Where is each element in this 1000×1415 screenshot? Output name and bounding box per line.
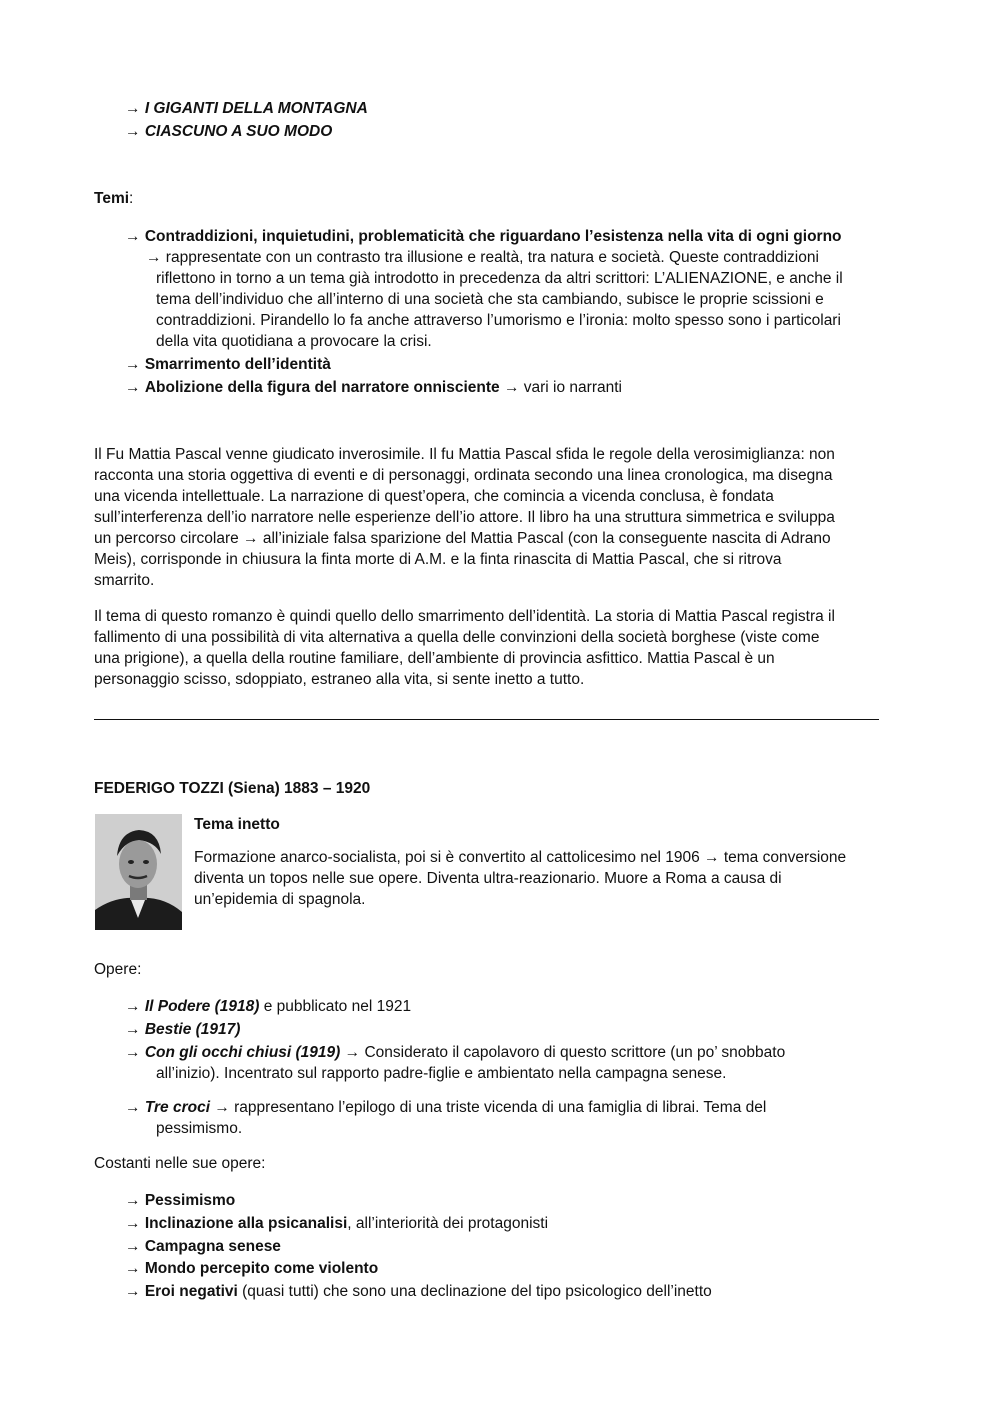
costante-rest: (quasi tutti) che sono una declinazione del tipo psicologico dell’inetto xyxy=(237,1283,712,1300)
costante-title: Eroi negativi xyxy=(144,1283,238,1300)
opera-rest: → Considerato il capolavoro di questo scrittore (un po’ snobbato xyxy=(340,1044,786,1061)
arrow: → xyxy=(125,1260,141,1277)
costante-item xyxy=(125,1258,915,1279)
arrow: → xyxy=(125,998,141,1015)
costante-title: Inclinazione alla psicanalisi xyxy=(144,1215,348,1232)
costante-title: Pessimismo xyxy=(144,1192,236,1209)
tema-item xyxy=(125,377,915,398)
portrait-illustration xyxy=(95,814,182,930)
arrow: → xyxy=(125,1215,141,1232)
work-item xyxy=(125,98,915,119)
opera-rest: e pubblicato nel 1921 xyxy=(259,998,412,1015)
arrow: → xyxy=(125,228,141,245)
tema-rest: → vari io narranti xyxy=(503,379,622,396)
work-item xyxy=(125,121,915,142)
text-line: Meis), corrisponde in chiusura la finta morte di A.M. e la finta rinascita di Mattia Pascal, che si ritrova xyxy=(94,551,782,568)
temi-colon: : xyxy=(129,190,134,207)
opera-item xyxy=(125,1097,915,1139)
costante-item xyxy=(125,1213,915,1234)
tema-description xyxy=(125,247,915,352)
text-line: riflettono in torno a un tema già introdotto in precedenza da altri scrittori: L’ALIENAZIONE, e anche il xyxy=(156,270,843,287)
opera-item xyxy=(125,1019,915,1040)
arrow: → xyxy=(125,123,141,140)
section-divider xyxy=(94,719,879,720)
arrow: → xyxy=(125,1021,141,1038)
work-title: I GIGANTI DELLA MONTAGNA xyxy=(144,100,368,117)
opera-title: Bestie (1917) xyxy=(144,1021,241,1038)
tema-item xyxy=(125,354,915,375)
opera-title: Tre croci xyxy=(144,1099,211,1116)
arrow: → xyxy=(125,100,141,117)
temi-heading xyxy=(94,188,133,209)
tema-item xyxy=(125,226,915,352)
opera-title: Il Podere (1918) xyxy=(144,998,260,1015)
arrow: → xyxy=(125,1099,141,1116)
section-heading-tozzi: FEDERIGO TOZZI (Siena) 1883 – 1920 xyxy=(94,780,371,797)
work-title: CIASCUNO A SUO MODO xyxy=(144,123,333,140)
arrow: → xyxy=(125,1044,141,1061)
text-line: personaggio scisso, sdoppiato, estraneo alla vita, si sente inetto a tutto. xyxy=(94,671,585,688)
text-line: diventa un topos nelle sue opere. Diventa ultra-reazionario. Muore a Roma a causa di xyxy=(194,870,782,887)
costante-item xyxy=(125,1236,915,1257)
tema-title: Abolizione della figura del narratore onnisciente xyxy=(144,379,500,396)
arrow: → xyxy=(125,1283,141,1300)
opera-rest: → rappresentano l’epilogo di una triste vicenda di una famiglia di librai. Tema del xyxy=(210,1099,767,1116)
costanti-label: Costanti nelle sue opere: xyxy=(94,1155,266,1172)
text-line: all’inizio). Incentrato sul rapporto padre-figlie e ambientato nella campagna senese. xyxy=(156,1065,727,1082)
portrait-image xyxy=(95,814,182,930)
text-line: una vicenda intellettuale. La narrazione di quest’opera, che comincia a vicenda conclusa, è fondata xyxy=(94,488,774,505)
text-line: della vita quotidiana a provocare la crisi. xyxy=(156,333,432,350)
tema-title: Smarrimento dell’identità xyxy=(144,356,331,373)
paragraph-tema-romanzo xyxy=(94,606,904,690)
text-line: Il Fu Mattia Pascal venne giudicato inverosimile. Il fu Mattia Pascal sfida le regole della verosimiglianza: non xyxy=(94,446,835,463)
text-line: sull’interferenza dell’io narratore nelle esperienze dell’io attore. Il libro ha una struttura simmetrica e sviluppa xyxy=(94,509,835,526)
costante-title: Campagna senese xyxy=(144,1238,281,1255)
arrow: → xyxy=(125,1192,141,1209)
paragraph-mattia-pascal xyxy=(94,444,904,591)
text-line: una prigione), a quella della routine familiare, dell’ambiente di provincia asfittico. Mattia Pascal è un xyxy=(94,650,775,667)
opera-item xyxy=(125,996,915,1017)
text-line: pessimismo. xyxy=(156,1120,243,1137)
temi-label: Temi xyxy=(94,190,130,207)
opere-label: Opere: xyxy=(94,961,142,978)
text-line: → rappresentate con un contrasto tra illusione e realtà, tra natura e società. Queste contraddizioni xyxy=(146,249,819,266)
text-line: racconta una storia oggettiva di eventi e di personaggi, ordinata secondo una linea cronologica, ma disegna xyxy=(94,467,833,484)
opera-title: Con gli occhi chiusi (1919) xyxy=(144,1044,341,1061)
costante-rest: , all’interiorità dei protagonisti xyxy=(347,1215,549,1232)
arrow: → xyxy=(125,356,141,373)
arrow: → xyxy=(125,1238,141,1255)
text-line: contraddizioni. Pirandello lo fa anche attraverso l’umorismo e l’ironia: molto spesso sono i particolari xyxy=(156,312,841,329)
text-line: fallimento di una possibilità di vita alternativa a quella delle convinzioni della società borghese (viste come xyxy=(94,629,820,646)
text-line: un’epidemia di spagnola. xyxy=(194,891,366,908)
costante-item xyxy=(125,1281,915,1302)
costante-item xyxy=(125,1190,915,1211)
text-line: Formazione anarco-socialista, poi si è convertito al cattolicesimo nel 1906 → tema conversione xyxy=(194,849,847,866)
text-line: tema dell’individuo che all’interno di una società che sta cambiando, subisce le proprie scissioni e xyxy=(156,291,824,308)
arrow: → xyxy=(125,379,141,396)
tema-title: Contraddizioni, inquietudini, problematicità che riguardano l’esistenza nella vita di ogni giorno xyxy=(144,228,842,245)
text-line: Il tema di questo romanzo è quindi quello dello smarrimento dell’identità. La storia di Mattia Pascal registra il xyxy=(94,608,835,625)
text-line: smarrito. xyxy=(94,572,155,589)
text-line: un percorso circolare → all’iniziale falsa sparizione del Mattia Pascal (con la conseguente nascita di Adrano xyxy=(94,530,831,547)
tozzi-bio xyxy=(194,847,914,910)
opera-item xyxy=(125,1042,915,1084)
tema-inetto: Tema inetto xyxy=(194,816,280,833)
costante-title: Mondo percepito come violento xyxy=(144,1260,379,1277)
